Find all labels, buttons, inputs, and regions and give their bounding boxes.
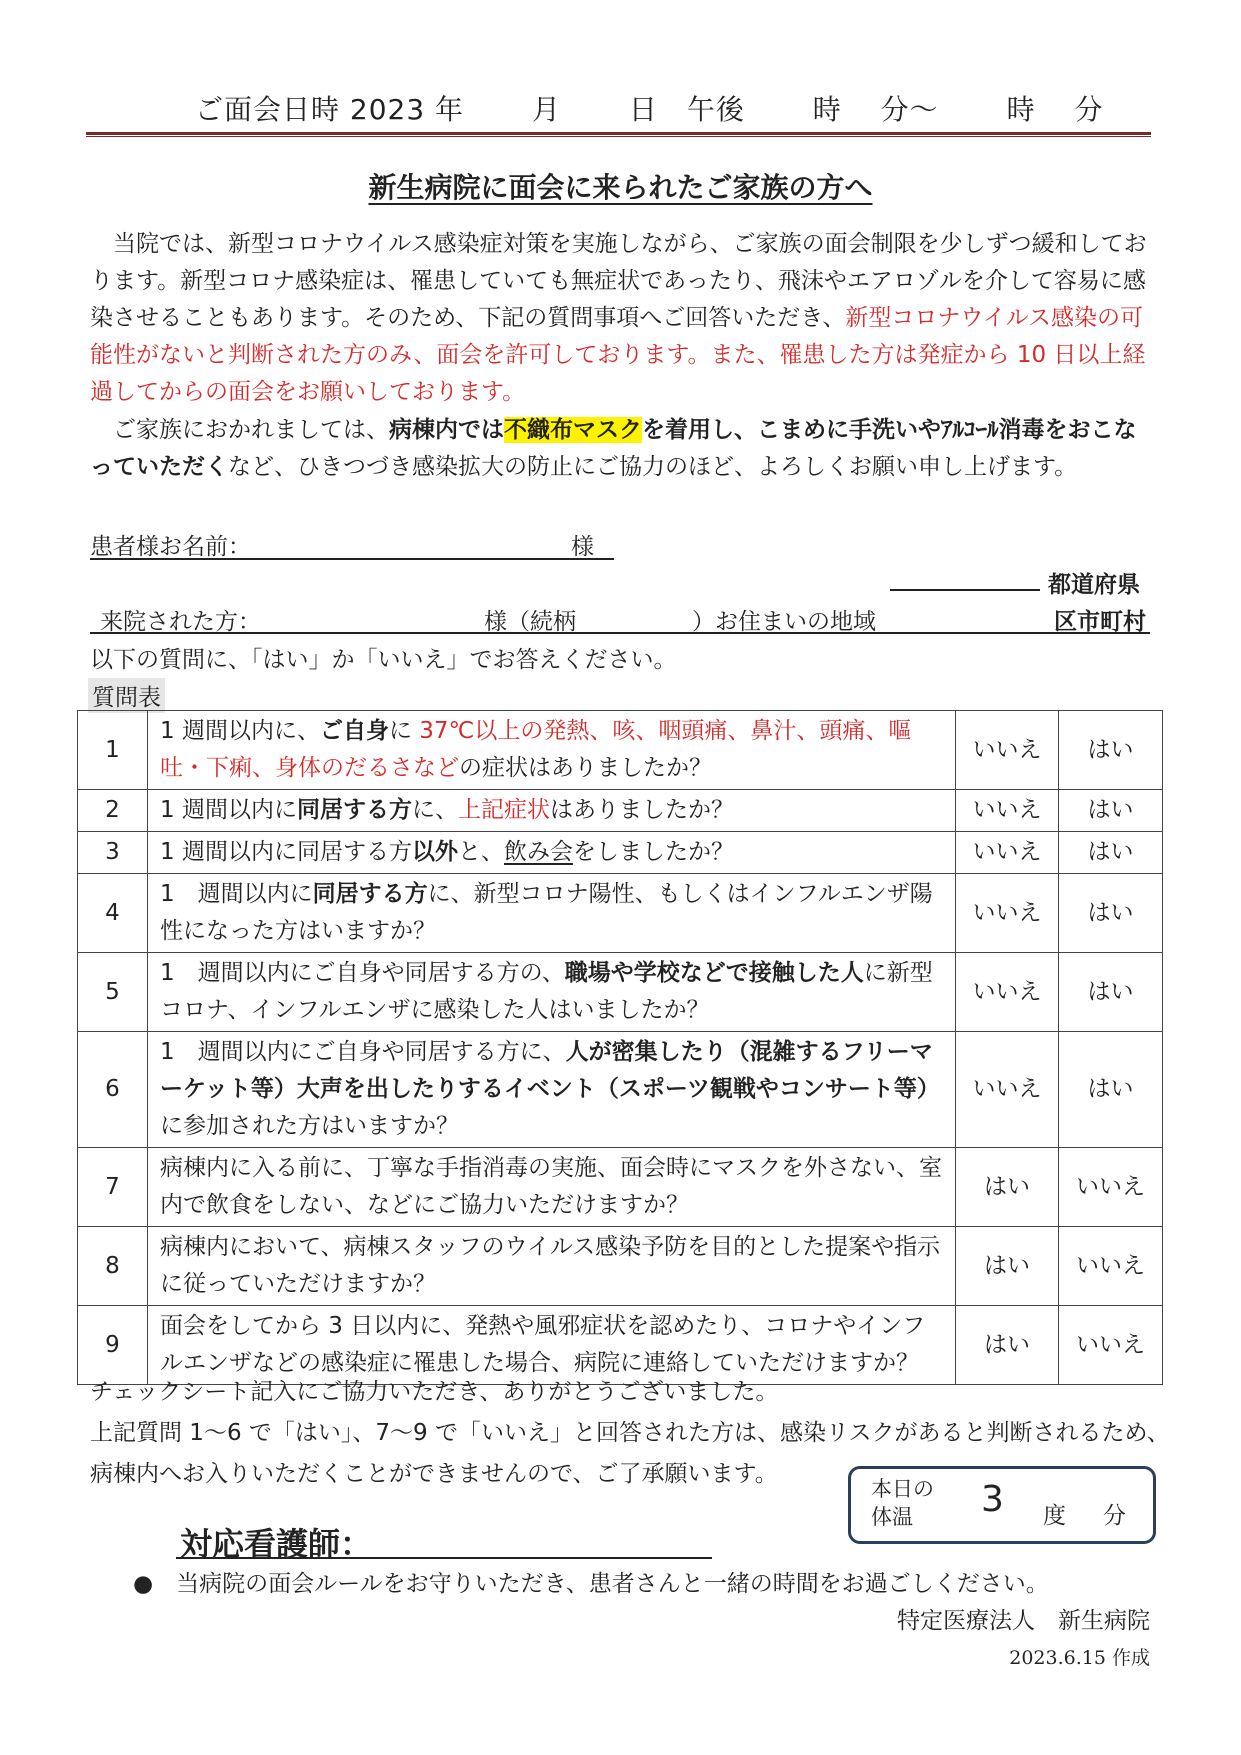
residence-label: ）お住まいの地域 [692,609,876,635]
intro-paragraph-1 [90,226,1150,411]
temperature-unit-tenth: 分 [1103,1503,1126,1529]
question-text-part: をしましたか？ [572,839,734,865]
question-row [78,953,1163,1032]
question-text-part: に、 [411,797,458,823]
question-emphasis-red: 上記症状 [457,797,550,823]
answer-option-2[interactable]: はい [1059,711,1163,790]
question-text [148,1148,956,1227]
intro-paragraph-2 [90,412,1150,486]
question-number: 4 [78,874,148,953]
question-number: 2 [78,790,148,832]
visitor-label: 来院された方： [100,609,261,635]
question-emphasis-red: 37℃以上の発熱、咳、咽頭痛、鼻汁、頭痛、嘔吐・下痢、身体のだるさなど [160,718,912,781]
question-row [78,1148,1163,1227]
question-number: 3 [78,832,148,874]
question-emphasis-bold: 人が密集したり（混雑するフリーマーケット等）大声を出したりするイベント（スポーツ観戦やコンサート等） [160,1039,940,1102]
nurse-label: 対応看護師： [180,1525,373,1563]
prefecture-field[interactable] [890,589,1040,591]
answer-option-1[interactable]: はい [956,1227,1059,1306]
temperature-value[interactable]: 3 [981,1479,1004,1520]
question-text [148,953,956,1032]
temperature-unit-degree: 度 [1043,1503,1066,1529]
question-text-part: 病棟内に入る前に、丁寧な手指消毒の実施、面会時にマスクを外さない、室内で飲食をしない、などにご協力いただけますか？ [160,1155,942,1218]
question-text-part: に [388,718,420,744]
question-text [148,711,956,790]
question-text [148,832,956,874]
question-text-part: 1 週間以内にご自身や同居する方に、 [160,1039,566,1065]
temperature-label-line-1: 本日の [871,1477,934,1501]
question-text-part: に参加された方はいますか？ [160,1113,459,1139]
question-text-part: 1 週間以内に [160,881,313,907]
temperature-box [848,1466,1156,1544]
instruction-text: 以下の質問に、「はい」か「いいえ」でお答えください。 [90,647,677,673]
question-text-part: はありましたか？ [549,797,734,823]
answer-option-1[interactable]: いいえ [956,711,1059,790]
question-text-part: と、 [457,839,504,865]
thanks-text: チェックシート記入にご協力いただき、ありがとうございました。 [90,1379,779,1405]
answer-option-2[interactable]: いいえ [1059,1148,1163,1227]
temperature-label [871,1475,934,1531]
question-text [148,790,956,832]
question-emphasis-bold: 職場や学校などで接触した人 [564,960,864,986]
question-text-part: に新型コロナ、インフルエンザに感染した人はいましたか？ [160,960,933,1023]
question-text [148,1032,956,1148]
question-row [78,790,1163,832]
prefecture-label: 都道府県 [1048,572,1140,598]
question-text-part: 病棟内において、病棟スタッフのウイルス感染予防を目的とした提案や指示に従っていただけますか？ [160,1234,941,1297]
intro-bold-2: を着用し、こまめに手洗いやｱﾙｺｰﾙ消毒をおこなっていただく [90,417,1137,480]
intro-warning-text: 新型コロナウイルス感染の可能性がないと判断された方のみ、面会を許可しております。また、罹患した方は発症から 10 日以上経過してからの面会をお願いしております。 [90,305,1146,405]
answer-option-1[interactable]: いいえ [956,832,1059,874]
question-text [148,874,956,953]
intro-text-2: ご家族におかれましては、 [113,417,389,443]
question-text-part: 1 週間以内にご自身や同居する方の、 [160,960,565,986]
table-caption: 質問表 [88,678,165,713]
question-emphasis-bold: 同居する方 [312,881,428,907]
municipality-label: 区市町村 [1054,609,1146,635]
intro-bold-1: 病棟内では [389,417,504,443]
patient-name-label: 患者様お名前： [90,534,251,560]
answer-option-2[interactable]: いいえ [1059,1227,1163,1306]
question-emphasis-bold: ご自身 [319,718,389,744]
mask-highlight: 不織布マスク [504,417,642,443]
question-row [78,711,1163,790]
question-number: 1 [78,711,148,790]
question-text-part: に、新型コロナ陽性、もしくはインフルエンザ陽性になった方はいますか？ [160,881,933,944]
question-text-part: 1 週間以内に同居する方 [160,839,412,865]
answer-option-1[interactable]: いいえ [956,790,1059,832]
question-number: 7 [78,1148,148,1227]
patient-sama: 様 [571,534,594,560]
question-text-part: の症状はありましたか？ [459,755,712,781]
question-number: 6 [78,1032,148,1148]
question-emphasis-underline: 飲み会 [503,839,573,865]
answer-option-2[interactable]: いいえ [1059,1306,1163,1385]
risk-note-line-1: 上記質問 1～6 で「はい」、7～9 で「いいえ」と回答された方は、感染リスクがあると判断されるため、 [90,1420,1170,1446]
question-text [148,1227,956,1306]
question-row [78,1227,1163,1306]
answer-option-1[interactable]: はい [956,1306,1059,1385]
rules-bullet: ● 当病院の面会ルールをお守りいただき、患者さんと一緒の時間をお過ごしください。 [133,1571,1049,1597]
question-emphasis-bold: 以外 [411,839,458,865]
answer-option-2[interactable]: はい [1059,832,1163,874]
created-date: 2023.6.15 作成 [1009,1647,1150,1669]
answer-option-1[interactable]: はい [956,1148,1059,1227]
answer-option-2[interactable]: はい [1059,1032,1163,1148]
intro-text: 当院では、新型コロナウイルス感染症対策を実施しながら、ご家族の面会制限を少しずつ緩和しております。新型コロナ感染症は、罹患していても無症状であったり、飛沫やエアロゾルを介して容易に感染させることもあります。そのため、下記の質問事項へご回答いただき、 [90,231,1147,331]
question-row [78,1032,1163,1148]
answer-option-2[interactable]: はい [1059,874,1163,953]
temperature-label-line-2: 体温 [871,1505,913,1529]
question-row [78,874,1163,953]
answer-option-1[interactable]: いいえ [956,874,1059,953]
question-text-part: 1 週間以内に [160,797,297,823]
question-table [77,710,1163,1385]
question-text-part: 1 週間以内に、 [160,718,320,744]
visitor-sama-relation: 様（続柄 [484,609,576,635]
visit-datetime-line: ご面会日時 2023 年 月 日 午後 時 分～ 時 分 [195,93,1104,126]
question-number: 5 [78,953,148,1032]
answer-option-1[interactable]: いいえ [956,1032,1059,1148]
question-text-part: 面会をしてから 3 日以内に、発熱や風邪症状を認めたり、コロナやインフルエンザなどの感染症に罹患した場合、病院に連絡していただけますか？ [160,1313,926,1376]
nurse-signature-field[interactable] [176,1557,712,1559]
question-number: 8 [78,1227,148,1306]
visitor-field[interactable] [90,632,1150,634]
question-row [78,832,1163,874]
risk-note-line-2: 病棟内へお入りいただくことができませんので、ご了承願います。 [90,1461,778,1487]
intro-text-3: など、ひきつづき感染拡大の防止にご協力のほど、よろしくお願い申し上げます。 [228,454,1078,480]
header-divider [86,132,1151,137]
page-title: 新生病院に面会に来られたご家族の方へ [368,171,873,204]
answer-option-1[interactable]: いいえ [956,953,1059,1032]
question-emphasis-bold: 同居する方 [296,797,412,823]
patient-name-field[interactable] [90,558,614,560]
answer-option-2[interactable]: はい [1059,953,1163,1032]
question-number: 9 [78,1306,148,1385]
organization-name: 特定医療法人 新生病院 [897,1608,1150,1634]
answer-option-2[interactable]: はい [1059,790,1163,832]
